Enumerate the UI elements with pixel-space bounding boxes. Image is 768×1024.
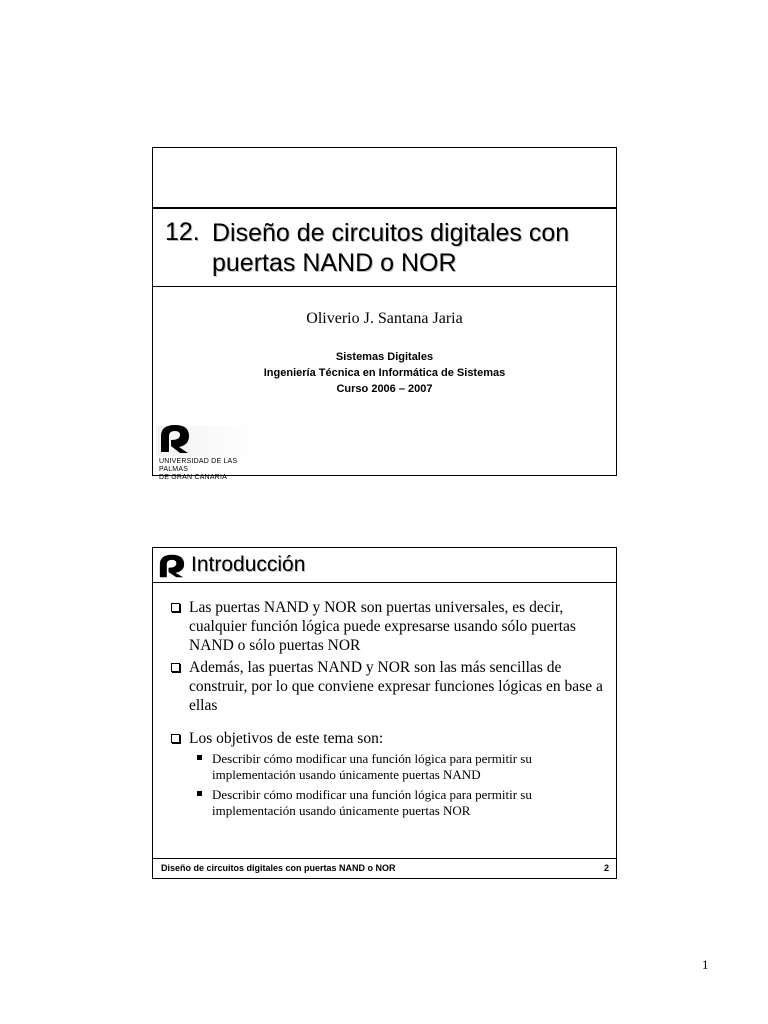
author-name: Oliverio J. Santana Jaria: [306, 310, 463, 327]
university-name-line2: DE GRAN CANARIA: [159, 474, 227, 481]
course-year: Curso 2006 – 2007: [336, 383, 433, 395]
page-number: 1: [702, 957, 709, 972]
slide-title-number: 12.: [165, 218, 200, 246]
title-slide: [152, 147, 617, 481]
square-bullet-icon: [197, 755, 202, 760]
bullet-text: Las puertas NAND y NOR son puertas universales, es decir, cualquier función lógica puede expresarse usando sólo puertas NAND o sólo puertas NOR: [189, 599, 576, 654]
slide-title-line2: puertas NAND o NOR: [212, 249, 457, 277]
sub-bullet-text: Describir cómo modificar una función lógica para permitir su implementación usando únicamente puertas NOR: [212, 787, 532, 818]
sub-bullet-item: [171, 787, 611, 819]
slide-title: Introducción: [191, 553, 306, 576]
title-top-rule: [153, 207, 616, 209]
checkbox-bullet-icon: [171, 663, 180, 672]
bullet-list: [171, 598, 611, 823]
bullet-text: Los objetivos de este tema son:: [189, 730, 384, 747]
bullet-text: Además, las puertas NAND y NOR son las más sencillas de construir, por lo que conviene expresar funciones lógicas en base a ellas: [189, 659, 603, 714]
bullet-item: [171, 658, 611, 715]
slide-header: [153, 548, 616, 583]
square-bullet-icon: [197, 791, 202, 796]
university-logo: [156, 428, 266, 481]
university-name-line1: UNIVERSIDAD DE LAS PALMAS: [159, 458, 238, 473]
degree-name: Ingeniería Técnica en Informática de Sistemas: [263, 367, 506, 379]
checkbox-bullet-icon: [171, 734, 180, 743]
university-name: [159, 458, 266, 482]
intro-slide: [152, 547, 617, 879]
slide-title-line1: Diseño de circuitos digitales con: [212, 219, 570, 247]
ulpgc-emblem-icon: [158, 422, 192, 456]
ulpgc-emblem-icon: [157, 553, 187, 579]
checkbox-bullet-icon: [171, 603, 180, 612]
bullet-item: [171, 598, 611, 655]
footer-slide-number: 2: [603, 863, 609, 873]
bullet-item: [171, 729, 611, 748]
title-bottom-rule: [153, 286, 616, 287]
sub-bullet-item: [171, 751, 611, 783]
course-name: Sistemas Digitales: [335, 351, 434, 363]
sub-bullet-text: Describir cómo modificar una función lógica para permitir su implementación usando únicamente puertas NAND: [212, 751, 532, 782]
slide-title: [212, 218, 612, 278]
slide-footer: [153, 858, 616, 878]
footer-title: Diseño de circuitos digitales con puertas NAND o NOR: [161, 863, 396, 873]
